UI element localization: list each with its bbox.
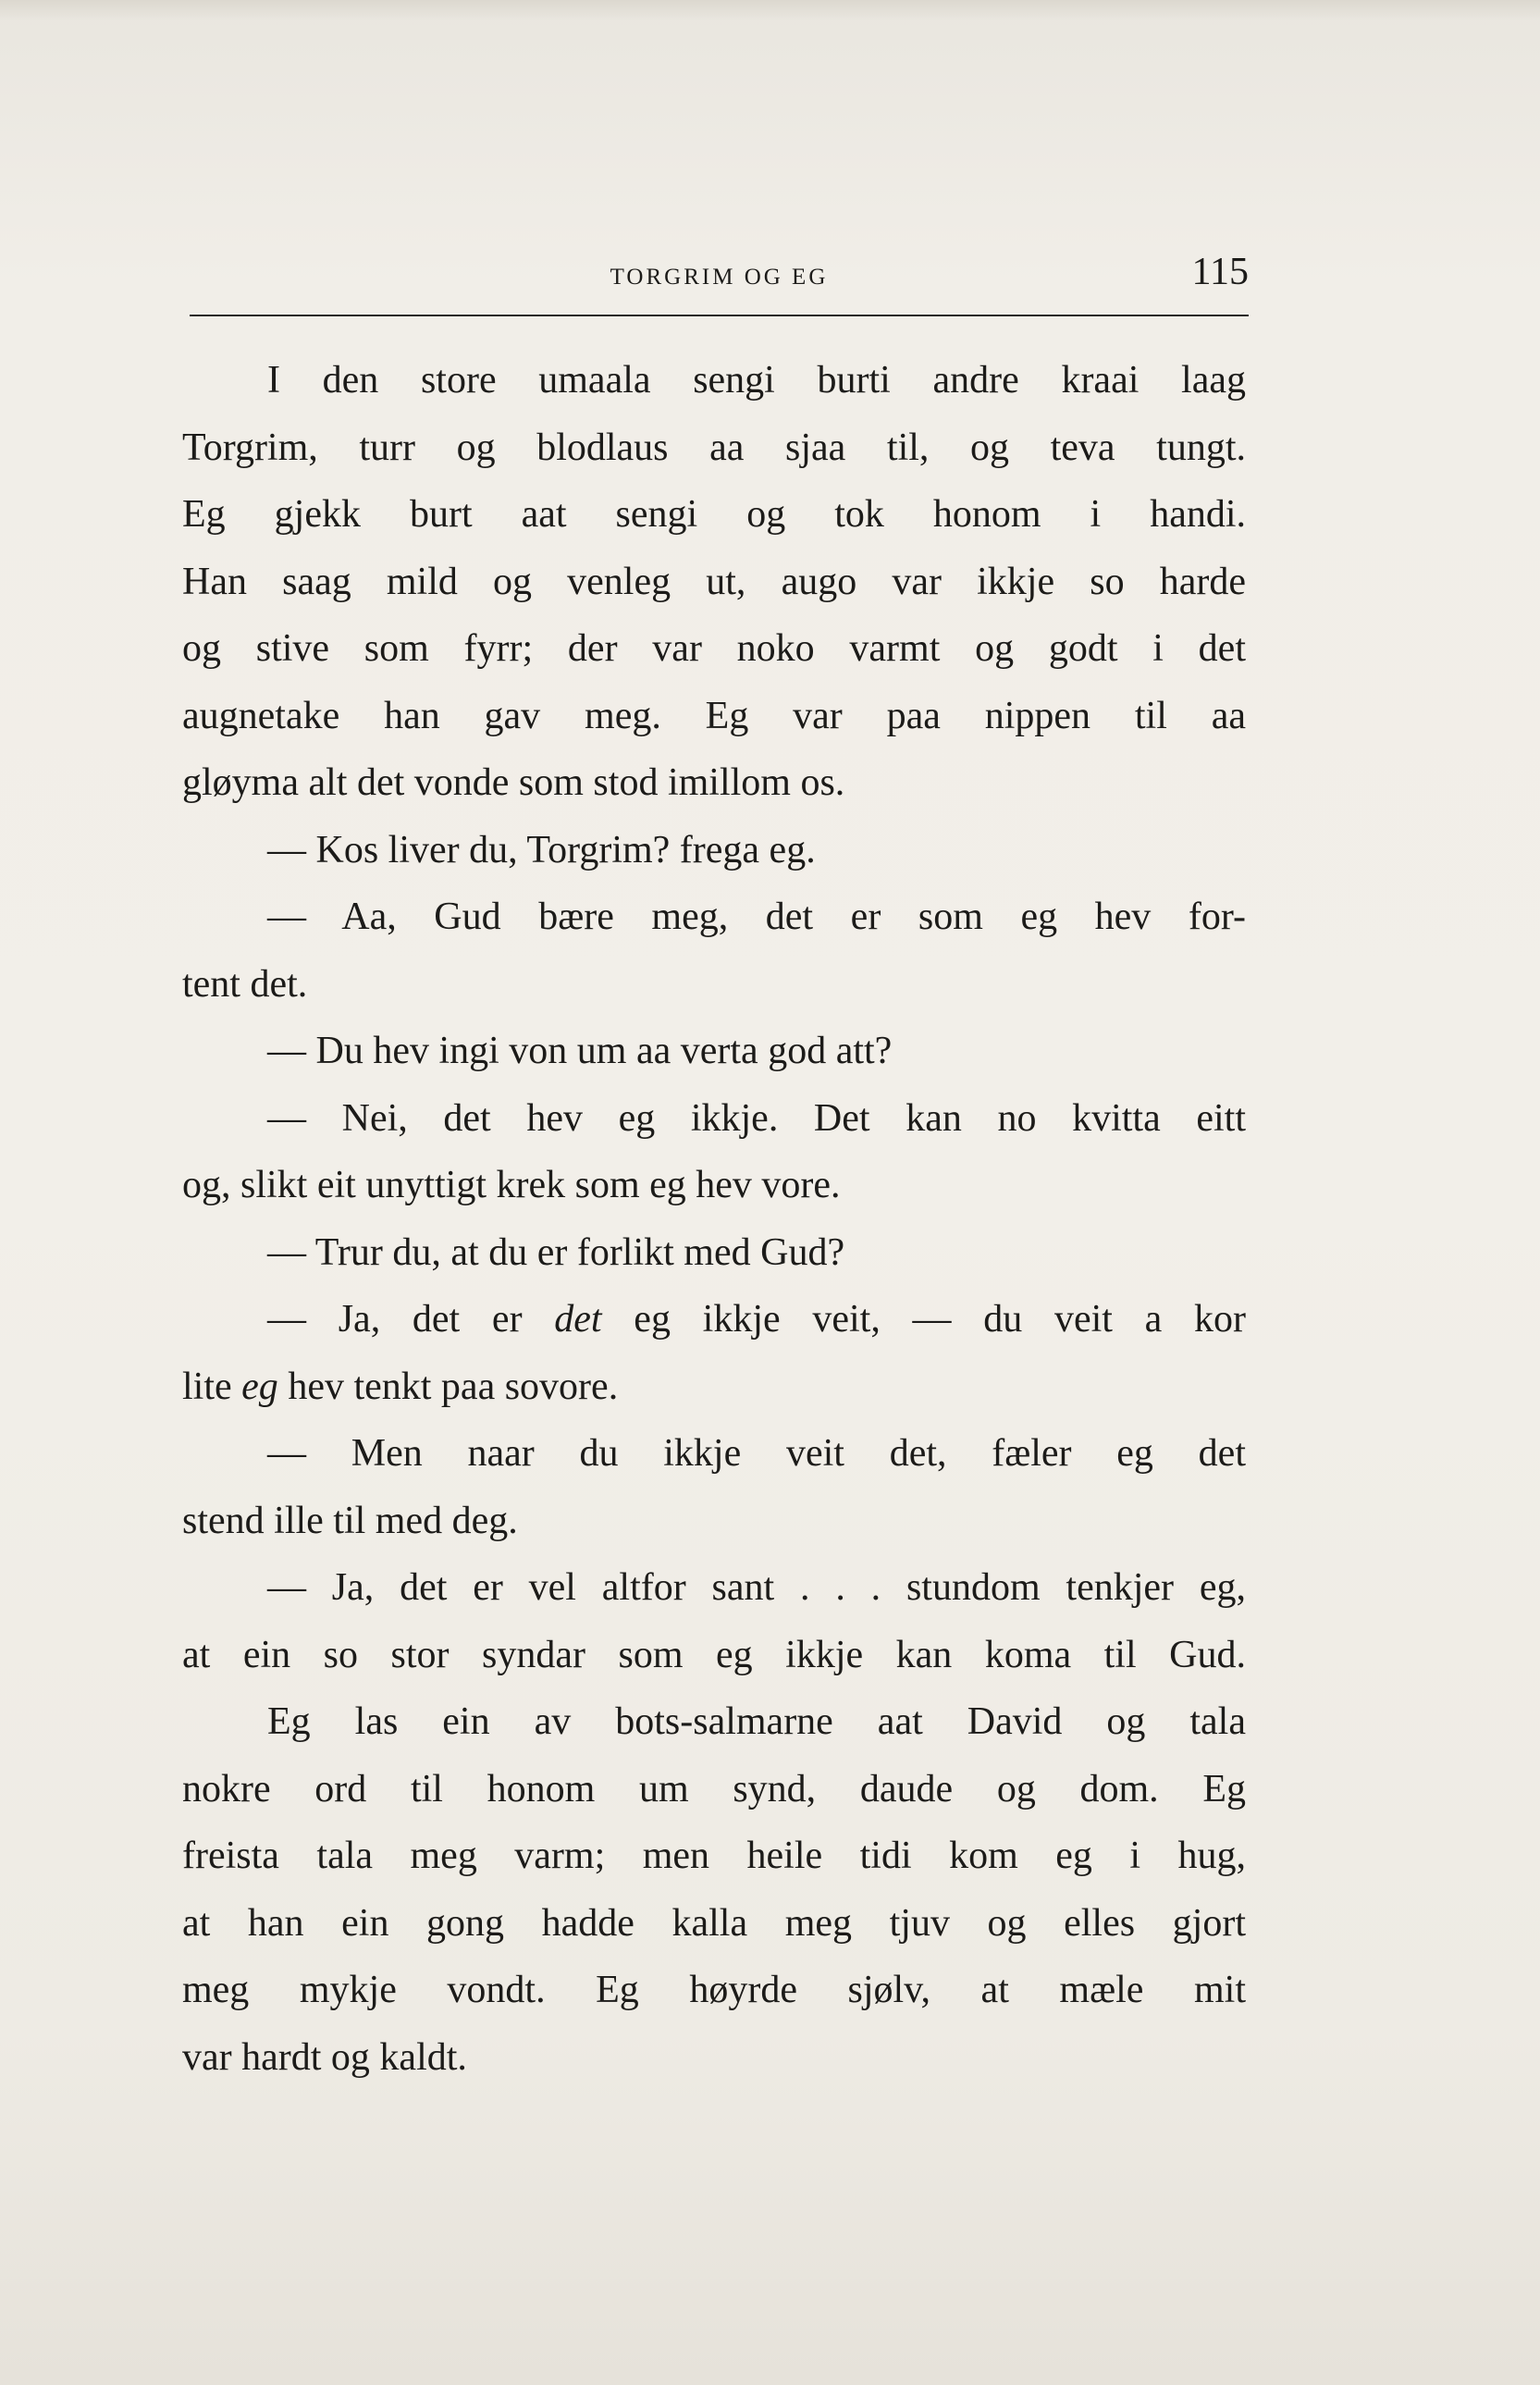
text-segment: lite bbox=[182, 1365, 242, 1408]
text-line: — Kos liver du, Torgrim? frega eg. bbox=[267, 828, 816, 871]
page-number: 115 bbox=[1191, 251, 1249, 293]
text-line: og, slikt eit unyttigt krek som eg hev vore. bbox=[182, 1164, 841, 1206]
running-head: TORGRIM OG EG bbox=[610, 265, 829, 290]
text-segment: eg ikkje veit, — du veit a kor bbox=[601, 1298, 1246, 1341]
text-line: — Aa, Gud bære meg, det er som eg hev for- bbox=[267, 896, 1246, 938]
body-text bbox=[182, 347, 1246, 2091]
page-top-edge-shadow bbox=[0, 0, 1540, 20]
text-line: Han saag mild og venleg ut, augo var ikkje so harde bbox=[182, 560, 1246, 603]
text-line: at han ein gong hadde kalla meg tjuv og elles gjort bbox=[182, 1901, 1246, 1945]
italic-emphasis: det bbox=[554, 1298, 602, 1341]
text-line: freista tala meg varm; men heile tidi kom eg i hug, bbox=[182, 1835, 1246, 1877]
text-line: augnetake han gav meg. Eg var paa nippen til aa bbox=[182, 694, 1246, 737]
text-line: og stive som fyrr; der var noko varmt og godt i det bbox=[182, 627, 1246, 670]
text-line: tent det. bbox=[182, 962, 308, 1006]
text-line bbox=[182, 1353, 1246, 1421]
page-header bbox=[190, 248, 1249, 313]
text-line: — Nei, det hev eg ikkje. Det kan no kvitta eitt bbox=[267, 1096, 1246, 1140]
text-line: — Men naar du ikkje veit det, fæler eg det bbox=[267, 1432, 1246, 1475]
text-line: stend ille til med deg. bbox=[182, 1499, 518, 1542]
text-line: at ein so stor syndar som eg ikkje kan koma til Gud. bbox=[182, 1633, 1246, 1676]
text-line: — Du hev ingi von um aa verta god att? bbox=[267, 1030, 893, 1072]
text-line: — Trur du, at du er forlikt med Gud? bbox=[267, 1230, 845, 1274]
text-line: gløyma alt det vonde som stod imillom os. bbox=[182, 761, 845, 804]
text-line: nokre ord til honom um synd, daude og dom. Eg bbox=[182, 1767, 1246, 1810]
header-rule bbox=[190, 315, 1249, 316]
text-line: Torgrim, turr og blodlaus aa sjaa til, og teva tungt. bbox=[182, 426, 1246, 469]
text-line: Eg las ein av bots-salmarne aat David og tala bbox=[267, 1700, 1246, 1743]
italic-emphasis: eg bbox=[241, 1365, 278, 1408]
text-line: var hardt og kaldt. bbox=[182, 2035, 467, 2079]
text-line: I den store umaala sengi burti andre kraai laag bbox=[267, 359, 1246, 402]
text-line: meg mykje vondt. Eg høyrde sjølv, at mæle mit bbox=[182, 1969, 1246, 2011]
text-line: — Ja, det er vel altfor sant . . . stundom tenkjer eg, bbox=[267, 1566, 1246, 1609]
text-line: Eg gjekk burt aat sengi og tok honom i handi. bbox=[182, 493, 1246, 536]
text-segment: — Ja, det er bbox=[267, 1298, 555, 1341]
text-line bbox=[182, 1286, 1246, 1353]
text-segment: hev tenkt paa sovore. bbox=[277, 1365, 619, 1408]
